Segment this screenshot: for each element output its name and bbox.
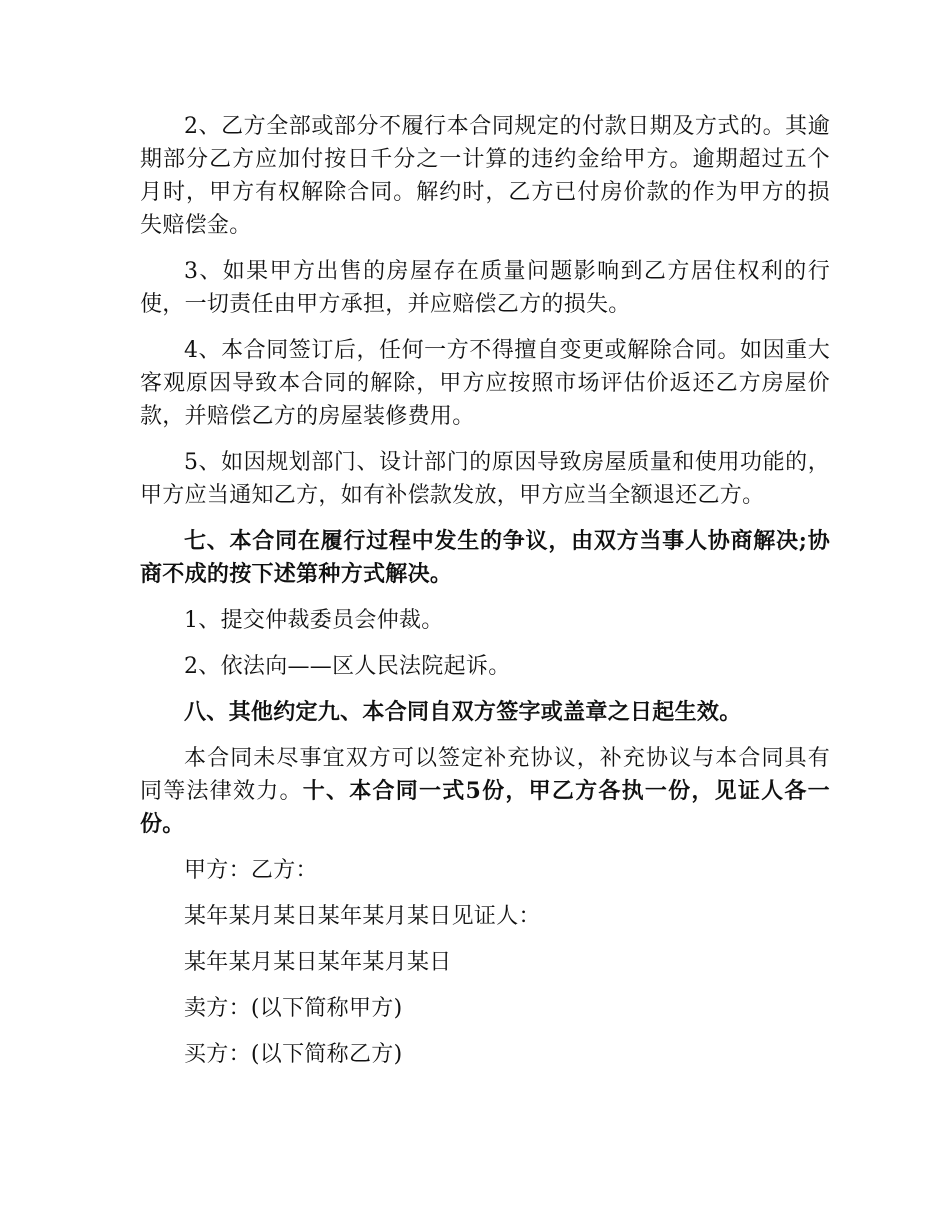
section-7-disputes: 七、本合同在履行过程中发生的争议，由双方当事人协商解决;协商不成的按下述第种方式解决。 bbox=[140, 528, 830, 587]
clause-2-late-payment: 2、乙方全部或部分不履行本合同规定的付款日期及方式的。其逾期部分乙方应加付按日千分之一计算的违约金给甲方。逾期超过五个月时，甲方有权解除合同。解约时，乙方已付房价款的作为甲方的损失赔偿金。 bbox=[140, 114, 830, 238]
clause-4-no-termination: 4、本合同签订后，任何一方不得擅自变更或解除合同。如因重大客观原因导致本合同的解除，甲方应按照市场评估价返还乙方房屋价款，并赔偿乙方的房屋装修费用。 bbox=[140, 338, 830, 429]
buyer-line: 买方：(以下简称乙方) bbox=[184, 1042, 403, 1067]
document-body bbox=[140, 110, 830, 1084]
party-a-b-signature-line: 甲方：乙方： bbox=[184, 858, 318, 883]
supplementary-agreement-paragraph bbox=[140, 742, 830, 841]
date-line: 某年某月某日某年某月某日 bbox=[184, 950, 452, 975]
section-10-copies: 十、本合同一式5份，甲乙方各执一份，见证人各一份。 bbox=[140, 778, 830, 837]
dispute-option-court: 2、依法向——区人民法院起诉。 bbox=[184, 654, 511, 679]
dispute-option-arbitration: 1、提交仲裁委员会仲裁。 bbox=[184, 608, 444, 633]
clause-3-quality-issue: 3、如果甲方出售的房屋存在质量问题影响到乙方居住权利的行使，一切责任由甲方承担，并应赔偿乙方的损失。 bbox=[140, 259, 830, 317]
supplementary-agreement-text: 本合同未尽事宜双方可以签定补充协议，补充协议与本合同具有同等法律效力。 bbox=[140, 746, 830, 804]
section-8-9-effective: 八、其他约定九、本合同自双方签字或盖章之日起生效。 bbox=[184, 699, 742, 725]
clause-5-planning-dept: 5、如因规划部门、设计部门的原因导致房屋质量和使用功能的，甲方应当通知乙方，如有补偿款发放，甲方应当全额退还乙方。 bbox=[140, 450, 830, 508]
date-witness-line: 某年某月某日某年某月某日见证人： bbox=[184, 904, 541, 929]
seller-line: 卖方：(以下简称甲方) bbox=[184, 996, 403, 1021]
